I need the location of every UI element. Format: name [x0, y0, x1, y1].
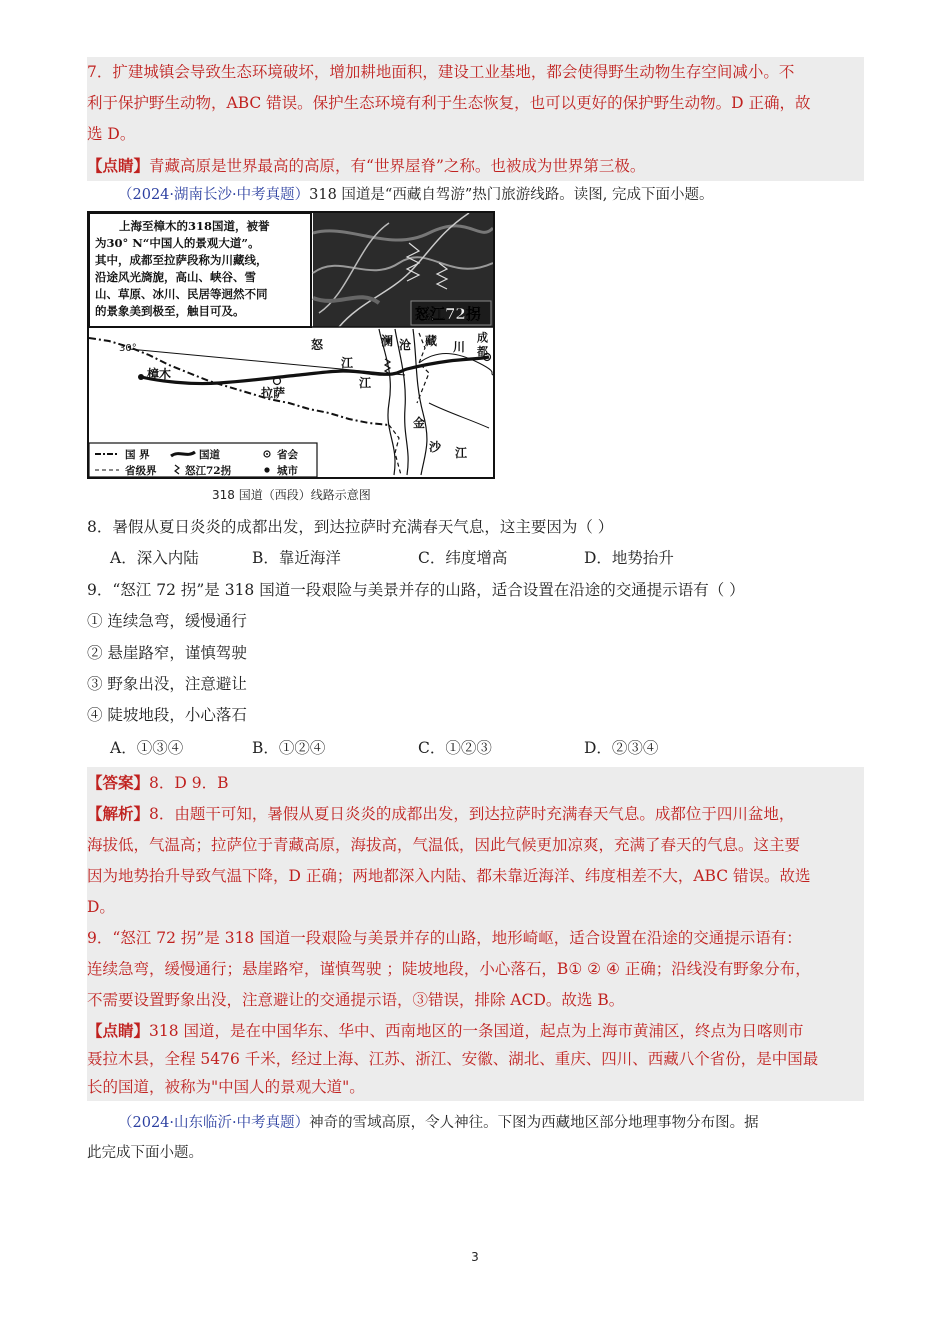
figure-caption: 318 国道（西段）线路示意图 [212, 488, 371, 502]
analysis-line-4: D。 [87, 898, 115, 916]
photo-label: 怒江72拐 [415, 305, 481, 323]
tip-text: 青藏高原是世界最高的高原，有“世界屋脊”之称。也被成为世界第三极。 [149, 157, 646, 175]
route-map-figure [87, 211, 495, 479]
source-label: （2024·湖南长沙·中考真题） [118, 187, 310, 203]
analysis-line-7: 不需要设置野象出没，注意避让的交通提示语，③错误，排除 ACD。故选 B。 [87, 991, 625, 1009]
jinsha-river [413, 329, 427, 475]
analysis-line-6: 连续急弯，缓慢通行；悬崖路窄，谨慎驾驶 ；陡坡地段，小心落石，B① ② ④ 正确；沿线没有野象分布， [87, 960, 811, 978]
q7-explanation [87, 57, 864, 150]
q9-item-3: ③ 野象出没，注意避让 [87, 675, 247, 693]
q9-item-1: ① 连续急弯，缓慢通行 [87, 612, 247, 630]
tip2-line-3: 长的国道，被称为"中国人的景观大道"。 [87, 1078, 365, 1096]
textbox-line-6: 的景象美到极至，触目可及。 [95, 304, 245, 318]
q7-line-3: 选 D。 [87, 125, 136, 143]
q8-option-a: A．深入内陆 [110, 549, 199, 567]
analysis-line-5: 9．“怒江 72 拐”是 318 国道一段艰险与美景并存的山路，地形崎岖，适合设置在沿途的交通提示语有： [87, 929, 802, 947]
river-label-cang: 沧 [399, 338, 412, 352]
river-label-cang2: 江 [359, 376, 372, 390]
legend-city: 城市 [277, 465, 298, 477]
q9-stem: 9．“怒江 72 拐”是 318 国道一段艰险与美景并存的山路，适合设置在沿途的交通提示语有（ ） [87, 581, 745, 599]
map-legend [89, 443, 317, 477]
zhangmu-label: 樟木 [147, 367, 172, 381]
nujiang-river [379, 329, 395, 475]
river-label-jiang2: 江 [455, 446, 468, 460]
analysis-block [87, 798, 864, 1017]
intro-2 [118, 1108, 864, 1139]
tip2-label: 【点睛】 [87, 1021, 150, 1040]
intro2-line-2: 此完成下面小题。 [87, 1145, 203, 1161]
latitude-label: 30° [119, 343, 137, 354]
q8-option-b: B．靠近海洋 [252, 549, 341, 567]
q9-item-2: ② 悬崖路窄，谨慎驾驶 [87, 644, 247, 662]
river-label-jiang: 江 [341, 356, 354, 370]
river-label-jin: 金 [413, 416, 426, 430]
river-label-zang: 藏 [425, 334, 438, 348]
intro-text: 318 国道是“西藏自驾游”热门旅游线路。读图, 完成下面小题。 [309, 187, 714, 203]
chengdu-label-1: 成 [477, 331, 488, 344]
tip-label: 【点睛】 [87, 156, 150, 175]
analysis-label: 【解析】 [87, 804, 150, 823]
river-label-sha: 沙 [429, 440, 442, 454]
textbox-line-2: 为30° N“中国人的景观大道”。 [95, 236, 260, 250]
q8-stem: 8．暑假从夏日炎炎的成都出发，到达拉萨时充满春天气息，这主要因为（ ） [87, 518, 614, 536]
river-label-lan: 澜 [381, 334, 394, 348]
tip2-line-1: 318 国道，是在中国华东、华中、西南地区的一条国道，起点为上海市黄浦区，终点为日喀则市 [149, 1022, 804, 1040]
intro2-line-1: 神奇的雪域高原，令人神往。下图为西藏地区部分地理事物分布图。据 [309, 1115, 759, 1131]
answer-block [87, 767, 864, 798]
page-number: 3 [471, 1250, 479, 1264]
lasa-label: 拉萨 [261, 386, 286, 400]
q9-option-c: C．①②③ [418, 739, 492, 757]
analysis-line-3: 因为地势抬升导致气温下降，D 正确；两地都深入内陆、都未靠近海洋、纬度相差不大，ABC 错误。故选 [87, 867, 811, 885]
q9-item-4: ④ 陡坡地段，小心落石 [87, 706, 247, 724]
answer-text: 8．D 9．B [149, 774, 229, 792]
legend-prov-border: 省级界 [125, 465, 157, 477]
q7-line-1: 7．扩建城镇会导致生态环境破坏，增加耕地面积，建设工业基地，都会使得野生动物生存空间减小。不 [87, 63, 795, 81]
q9-option-b: B．①②④ [252, 739, 326, 757]
legend-border: 国 界 [125, 449, 150, 461]
tip2-line-2: 聂拉木县，全程 5476 千米，经过上海、江苏、浙江、安徽、湖北、重庆、四川、西藏八个省份，是中国最 [87, 1050, 819, 1068]
textbox-line-4: 沿途风光旖旎，高山、峡谷、雪 [95, 270, 256, 284]
legend-road: 国道 [199, 449, 220, 461]
legend-hairpin: 怒江72拐 [185, 465, 232, 477]
q7-tip [87, 150, 864, 181]
textbox-line-5: 山、草原、冰川、民居等迥然不同 [95, 287, 268, 301]
textbox-line-3: 其中，成都至拉萨段称为川藏线， [95, 253, 268, 267]
analysis-line-1: 8．由题干可知，暑假从夏日炎炎的成都出发，到达拉萨时充满春天气息。成都位于四川盆地， [149, 805, 795, 823]
analysis-line-2: 海拔低，气温高；拉萨位于青藏高原，海拔高，气温低，因此气候更加凉爽，充满了春天的气息。这主要 [87, 836, 801, 854]
g318-road [141, 357, 489, 384]
q9-option-a: A．①③④ [110, 739, 184, 757]
route-map [89, 213, 493, 477]
q9-option-d: D．②③④ [584, 739, 659, 757]
q8-option-c: C．纬度增高 [418, 549, 508, 567]
zhangmu-dot [138, 374, 144, 380]
textbox-line-1: 上海至樟木的318国道，被誉 [119, 219, 270, 233]
source-label-2: （2024·山东临沂·中考真题） [118, 1115, 310, 1131]
tip2-block [87, 1017, 864, 1101]
intro-1 [118, 180, 895, 211]
chengdu-label-2: 都 [477, 345, 488, 358]
legend-capital: 省会 [277, 449, 298, 461]
river-label-nu: 怒 [311, 338, 324, 352]
answer-label: 【答案】 [87, 773, 150, 792]
aerial-photo [313, 213, 493, 327]
river-label-chuan: 川 [453, 340, 466, 354]
q7-line-2: 利于保护野生动物，ABC 错误。保护生态环境有利于生态恢复，也可以更好的保护野生动物。D 正确，故 [87, 94, 811, 112]
q8-option-d: D．地势抬升 [584, 549, 674, 567]
